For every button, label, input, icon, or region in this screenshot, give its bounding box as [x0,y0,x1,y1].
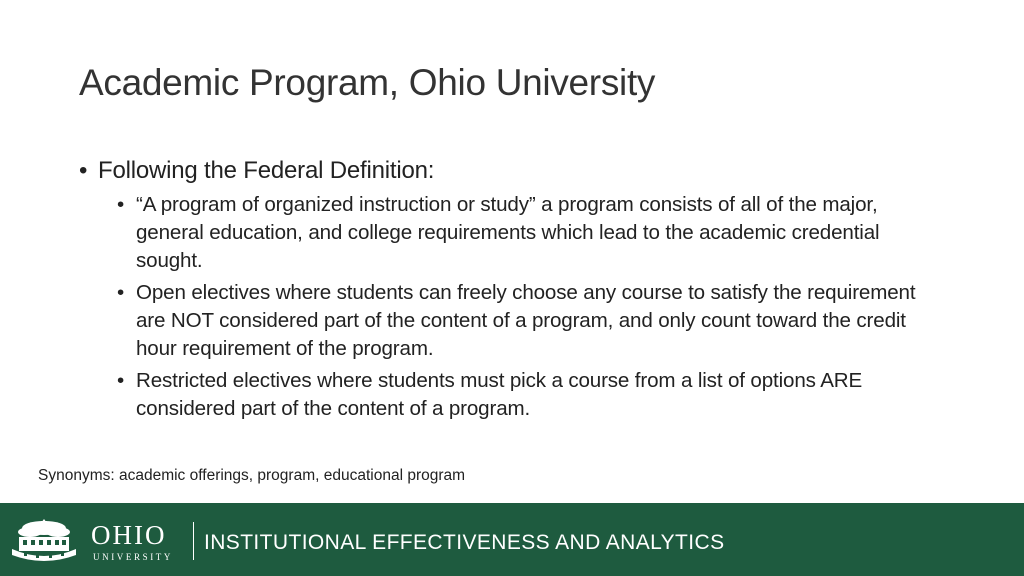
logo-subword: UNIVERSITY [93,552,173,562]
sub-bullet-icon: • [117,369,125,392]
sub-bullet-item [117,279,932,363]
sub-bullet-icon: • [117,281,125,304]
footer-banner [0,503,1024,576]
sub-bullet-item [117,367,932,423]
bullet-item [79,155,959,187]
synonyms-note: Synonyms: academic offerings, program, educational program [38,467,466,484]
logo-divider [193,522,194,560]
slide-title: Academic Program, Ohio University [79,62,656,103]
sub-bullet-icon: • [117,193,125,216]
sub-bullet-text: Restricted electives where students must pick a course from a list of options ARE considered part of the content of a program. [136,369,863,420]
logo-wordmark: OHIO [91,520,167,550]
bullet-text: Following the Federal Definition: [98,157,435,184]
ohio-university-seal-icon [10,519,78,561]
sub-bullet-list [117,191,932,423]
sub-bullet-text: Open electives where students can freely choose any course to satisfy the requirement are NOT considered part of the content of a program, and only count toward the credit hour requirement of the program. [136,281,916,360]
department-name: INSTITUTIONAL EFFECTIVENESS AND ANALYTICS [204,531,725,554]
slide-body [79,155,959,427]
sub-bullet-text: “A program of organized instruction or study” a program consists of all of the major, general education, and college requirements which lead to the academic credential sought. [136,193,880,272]
sub-bullet-item [117,191,932,275]
bullet-icon: • [79,157,88,184]
